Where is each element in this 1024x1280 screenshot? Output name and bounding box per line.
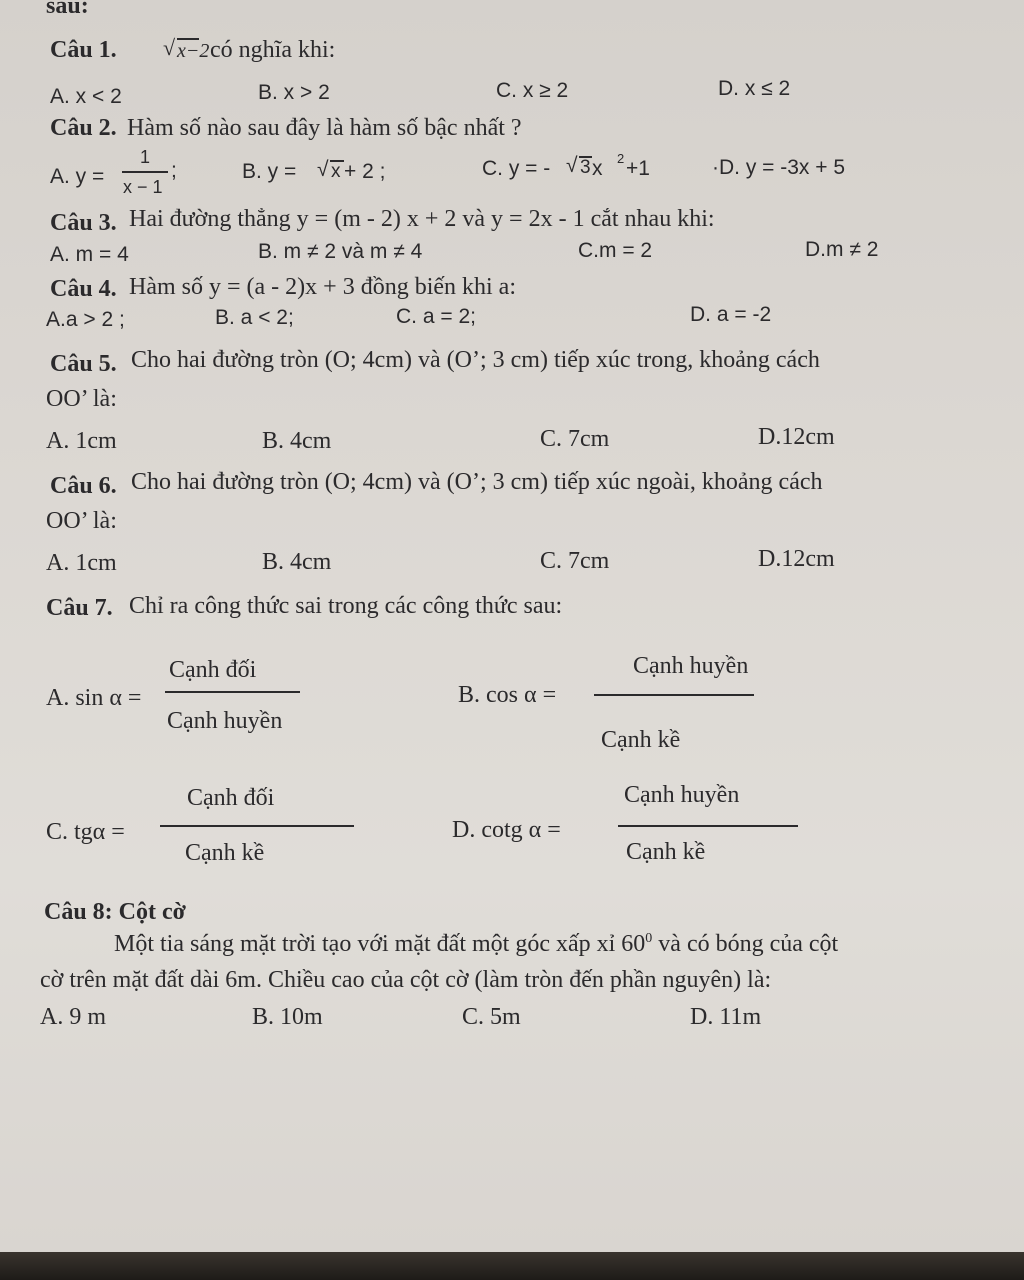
q6-option-a: A. 1cm [46,550,117,576]
q2-label: Câu 2. [50,115,117,141]
q5-text-line1: Cho hai đường tròn (O; 4cm) và (O’; 3 cm) tiếp xúc trong, khoảng cách [131,347,820,373]
q7-option-d-numerator: Cạnh huyền [624,782,740,808]
q7-option-a-lhs: A. sin α = [46,685,142,711]
q2-option-d: ·D. y = -3x + 5 [712,156,846,179]
q7-option-c-numerator: Cạnh đối [187,785,275,811]
q2-option-c-exponent: 2 [617,151,625,166]
q2-option-c-suffix: +1 [626,157,650,180]
q8-text-line2: cờ trên mặt đất dài 6m. Chiều cao của cột cờ (làm tròn đến phần nguyên) là: [40,967,772,993]
q2-option-b-radical: √ [317,158,329,181]
q3-option-b: B. m ≠ 2 và m ≠ 4 [258,240,423,263]
q2-option-b-prefix: B. y = [242,160,297,183]
q8-option-a: A. 9 m [40,1004,106,1030]
q2-option-c-radical: √ [566,154,578,177]
q1-option-a: A. x < 2 [50,85,122,108]
q1-option-d: D. x ≤ 2 [718,77,791,100]
q5-option-b: B. 4cm [262,428,332,454]
intro-text: sau: [46,0,89,19]
q8-text-line1-end: và có bóng của cột [652,931,839,957]
q4-option-c: C. a = 2; [396,305,476,328]
q7-option-d-denominator: Cạnh kề [626,839,706,865]
q3-option-d: D.m ≠ 2 [805,238,879,261]
q4-text: Hàm số y = (a - 2)x + 3 đồng biến khi a: [129,274,516,300]
q7-option-a-fraction-bar [165,691,300,693]
q7-option-d-fraction-bar [618,825,798,827]
q2-option-c-expr: 3 [580,157,591,178]
q2-option-a-prefix: A. y = [50,165,105,188]
q2-option-a-denominator: x − 1 [123,177,163,197]
q8-option-c: C. 5m [462,1004,521,1030]
q6-text-line1: Cho hai đường tròn (O; 4cm) và (O’; 3 cm) tiếp xúc ngoài, khoảng cách [131,469,823,495]
q2-option-a-suffix: ; [171,159,177,182]
q7-option-c-lhs: C. tgα = [46,819,125,845]
q1-radical: √ [163,35,176,60]
q4-option-d: D. a = -2 [690,303,772,326]
table-edge [0,1252,1024,1280]
q5-option-d: D.12cm [758,424,835,450]
q2-option-c-x: x [592,157,603,180]
q8-option-b: B. 10m [252,1004,323,1030]
q8-title: Câu 8: Cột cờ [44,899,186,925]
q8-text-line1 [114,932,838,956]
q4-option-a: A.a > 2 ; [46,308,125,331]
q1-option-c: C. x ≥ 2 [496,79,569,102]
q7-option-a-denominator: Cạnh huyền [167,708,283,734]
q7-option-b-fraction-bar [594,694,754,696]
q4-option-b: B. a < 2; [215,306,294,329]
q6-option-b: B. 4cm [262,549,332,575]
q7-text: Chỉ ra công thức sai trong các công thức sau: [129,593,563,619]
q6-text-line2: OO’ là: [46,508,117,534]
q1-option-b: B. x > 2 [258,81,330,104]
q7-option-c-fraction-bar [160,825,354,827]
q2-option-c-prefix: C. y = - [482,157,551,180]
q8-text-line1-main: Một tia sáng mặt trời tạo với mặt đất một góc xấp xỉ 60 [114,931,646,957]
q6-option-d: D.12cm [758,546,835,572]
q8-option-d: D. 11m [690,1004,762,1030]
q3-option-a: A. m = 4 [50,243,129,266]
q6-option-c: C. 7cm [540,548,610,574]
q5-text-line2: OO’ là: [46,386,117,412]
q1-expression: x−2 [177,40,210,62]
q2-text: Hàm số nào sau đây là hàm số bậc nhất ? [127,115,522,141]
q6-label: Câu 6. [50,473,117,499]
q2-option-a-numerator: 1 [140,147,151,167]
q7-option-a-numerator: Cạnh đối [169,657,257,683]
q7-option-b-lhs: B. cos α = [458,682,557,708]
q7-option-c-denominator: Cạnh kề [185,840,265,866]
q3-label: Câu 3. [50,210,117,236]
q5-option-a: A. 1cm [46,428,117,454]
q4-label: Câu 4. [50,276,117,302]
q7-label: Câu 7. [46,595,113,621]
q8-degree-superscript: 0 [645,931,653,946]
q1-label: Câu 1. [50,37,117,63]
q2-option-a-fraction-bar [122,171,168,173]
q7-option-b-numerator: Cạnh huyền [633,653,749,679]
q2-option-b-expr: x [331,161,341,182]
q3-option-c: C.m = 2 [578,239,653,262]
q5-option-c: C. 7cm [540,426,610,452]
q1-text: có nghĩa khi: [210,37,336,63]
q2-option-b-suffix: + 2 ; [344,160,386,183]
q3-text: Hai đường thẳng y = (m - 2) x + 2 và y = 2x - 1 cắt nhau khi: [129,206,715,232]
q5-label: Câu 5. [50,351,117,377]
q7-option-b-denominator: Cạnh kề [601,727,681,753]
q7-option-d-lhs: D. cotg α = [452,817,561,843]
